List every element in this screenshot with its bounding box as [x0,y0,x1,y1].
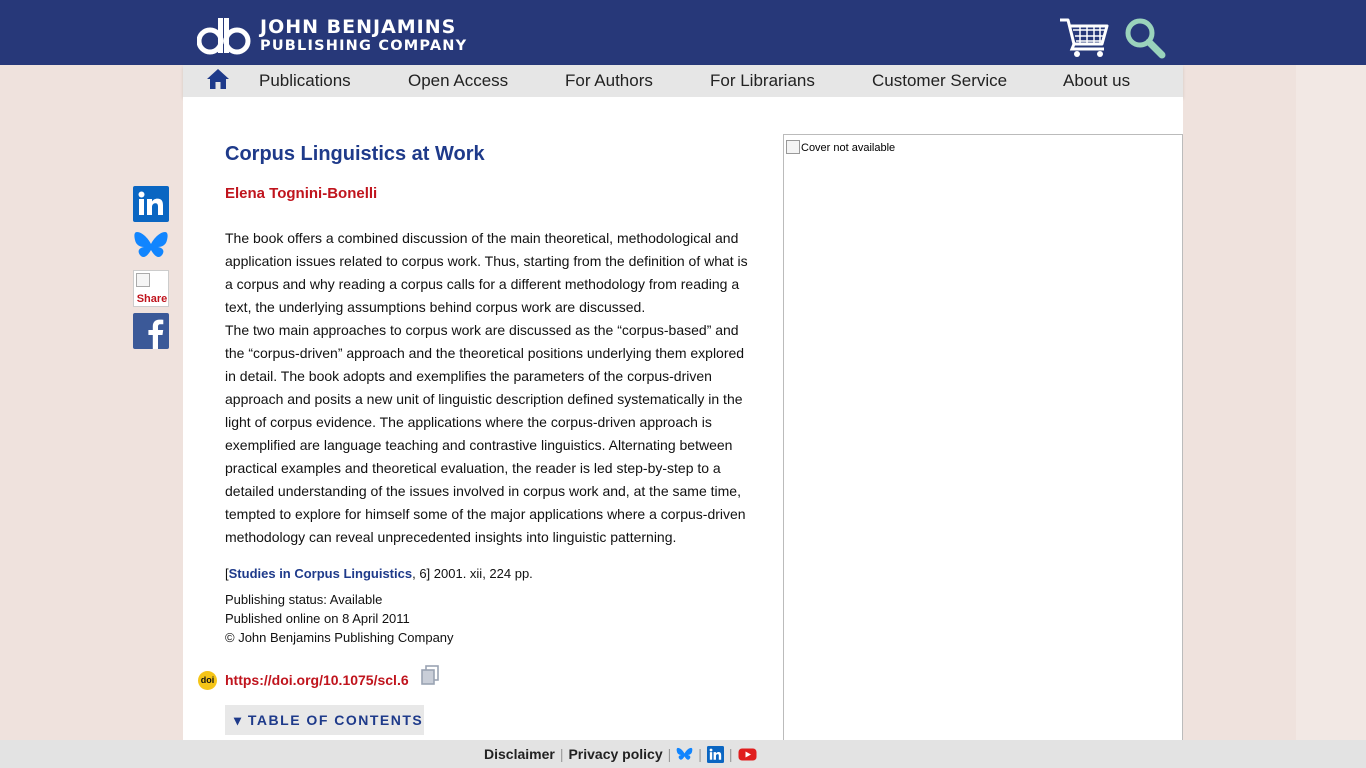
search-icon[interactable] [1124,17,1166,59]
abstract-paragraph-2: The two main approaches to corpus work are discussed as the “corpus-based” and the “corpus-driven” approach and the theoretical positions underlying them explored in detail. The book adopts and exemplifies the parameters of the corpus-driven approach and posits a new unit of linguistic description defined systematically in the light of corpus evidence. The applications where the corpus-driven approach is exemplified are language teaching and contrastive linguistics. Alternating between practical examples and theoretical evaluation, the reader is led step-by-step to a detailed understanding of the issues involved in corpus work and, at the same time, tempted to explore for himself some of the major applications where a corpus-driven methodology can reveal unprecedented insights into linguistic patterning. [225,322,746,545]
series-link[interactable]: Studies in Corpus Linguistics [228,566,413,581]
bluesky-icon[interactable] [133,228,169,264]
publisher-logo[interactable] [197,15,467,57]
share-button[interactable] [133,270,169,307]
book-author-link[interactable]: Elena Tognini-Bonelli [225,185,378,202]
book-cover-panel [783,134,1183,740]
nav-for-authors[interactable]: For Authors [565,71,653,90]
nav-for-librarians[interactable]: For Librarians [710,71,815,90]
series-volume-pages: , 6] 2001. xii, 224 pp. [412,566,533,581]
doi-link[interactable]: https://doi.org/10.1075/scl.6 [225,672,409,688]
book-title: Corpus Linguistics at Work [225,143,485,165]
site-header [0,0,1366,65]
facebook-icon[interactable] [133,313,169,349]
bluesky-icon[interactable] [676,746,693,763]
db-logo-mark [197,16,253,56]
publishing-status: Publishing status: Available [225,592,383,607]
copy-icon[interactable] [421,665,439,685]
broken-image-icon [786,140,800,154]
linkedin-icon[interactable] [133,186,169,222]
logo-text-line1: JOHN BENJAMINS [260,16,457,38]
nav-open-access[interactable]: Open Access [408,71,509,90]
logo-text-line2: PUBLISHING COMPANY [260,38,468,54]
page-background-right-edge [1296,0,1366,768]
footer-disclaimer-link[interactable]: Disclaimer [484,746,555,762]
cover-image-placeholder [786,140,895,154]
home-icon[interactable] [206,68,230,90]
cover-alt-text: Cover not available [801,142,896,154]
page-background-left [0,0,183,768]
shopping-cart-icon[interactable] [1058,16,1110,58]
copyright-notice: © John Benjamins Publishing Company [225,630,454,645]
book-abstract [225,227,755,549]
share-label: Share [136,293,168,305]
table-of-contents-toggle[interactable]: ▾ TABLE OF CONTENTS [225,705,424,735]
linkedin-icon[interactable] [707,746,724,763]
footer-separator: | [559,746,564,762]
share-icon [136,273,150,287]
footer-separator: | [698,746,702,762]
nav-customer-service[interactable]: Customer Service [872,71,1008,90]
footer-privacy-link[interactable]: Privacy policy [568,746,663,762]
series-info [225,566,533,581]
footer-separator: | [728,746,733,762]
footer-separator: | [667,746,672,762]
youtube-icon[interactable] [738,746,757,763]
series-bracket: [ [225,566,229,581]
book-detail-panel [183,97,1183,740]
nav-publications[interactable]: Publications [259,71,351,90]
abstract-paragraph-1: The book offers a combined discussion of the main theoretical, methodological and application issues related to corpus work. Thus, starting from the definition of what is a corpus and why reading a corpus calls for a different methodology from reading a text, the underlying assumptions behind corpus work are discussed. [225,230,748,315]
doi-icon: doi [198,671,217,690]
published-online-date: Published online on 8 April 2011 [225,611,410,626]
publication-meta [225,590,454,647]
main-navigation [183,65,1183,97]
nav-about-us[interactable]: About us [1063,71,1131,90]
site-footer [0,740,1366,768]
